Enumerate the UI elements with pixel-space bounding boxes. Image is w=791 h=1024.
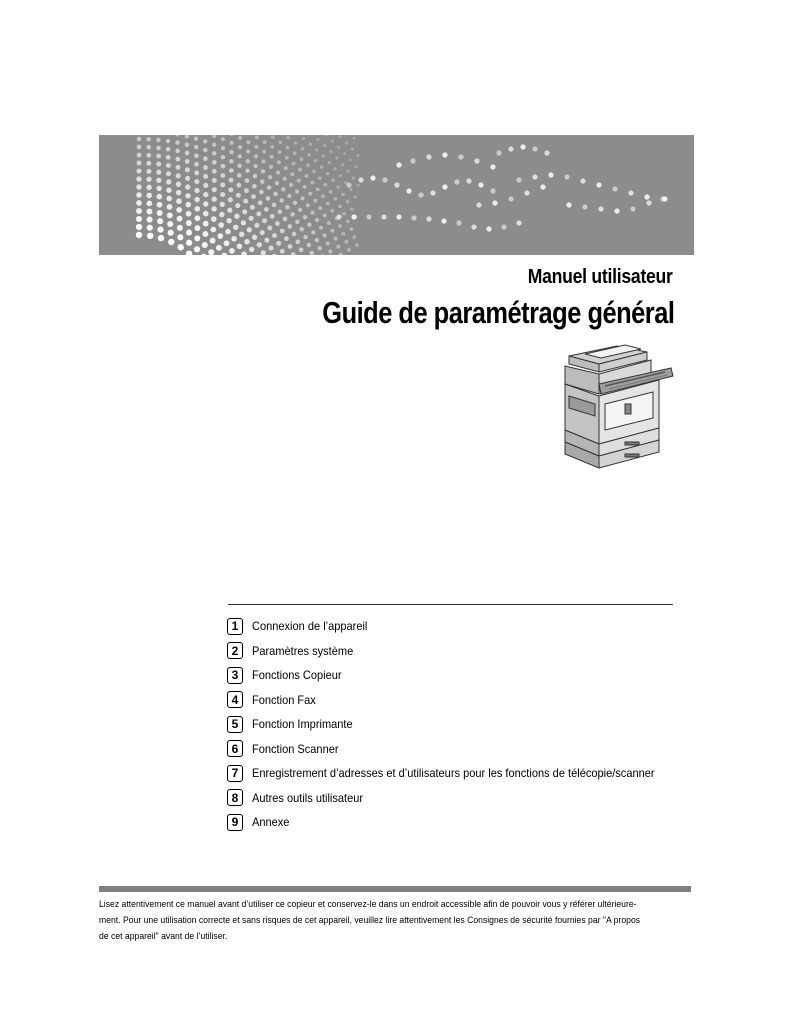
chapter-title: Paramètres système	[252, 643, 354, 658]
copier-illustration	[555, 342, 677, 470]
chapter-number: 8	[227, 789, 243, 806]
chapter-number: 6	[227, 740, 243, 757]
toc-item[interactable]	[227, 786, 690, 811]
manual-subtitle: Manuel utilisateur	[528, 266, 673, 288]
toc-item[interactable]	[227, 663, 690, 688]
footer-notice	[99, 897, 693, 945]
toc-item[interactable]	[227, 712, 690, 737]
toc-item[interactable]	[227, 639, 690, 664]
toc-divider	[228, 604, 673, 605]
chapter-number: 1	[227, 618, 243, 635]
chapter-title: Annexe	[252, 815, 290, 830]
chapter-title: Fonction Imprimante	[252, 717, 353, 732]
chapter-title: Autres outils utilisateur	[252, 790, 364, 805]
chapter-title: Fonctions Copieur	[252, 668, 342, 683]
cover-banner	[99, 135, 694, 255]
toc-item[interactable]	[227, 614, 690, 639]
footer-line: ment. Pour une utilisation correcte et sans risques de cet appareil, veuillez lire attentivement les Consignes de sécurité fournies par "A propos	[99, 915, 641, 926]
toc-item[interactable]	[227, 761, 690, 786]
chapter-number: 5	[227, 716, 243, 733]
toc-item[interactable]	[227, 737, 690, 762]
footer-line: Lisez attentivement ce manuel avant d’utiliser ce copieur et conservez-le dans un endroit accessible afin de pouvoir vous y référer ultérieure-	[99, 899, 637, 910]
chapter-title: Enregistrement d’adresses et d’utilisateurs pour les fonctions de télécopie/scanner	[252, 766, 655, 781]
footer-rule	[99, 886, 691, 892]
manual-title: Guide de paramétrage général	[321, 295, 674, 330]
chapter-title: Fonction Fax	[252, 692, 316, 707]
table-of-contents	[227, 614, 690, 835]
chapter-number: 9	[227, 814, 243, 831]
chapter-number: 4	[227, 691, 243, 708]
chapter-number: 3	[227, 667, 243, 684]
dot-pattern	[99, 135, 694, 255]
chapter-title: Connexion de l’appareil	[252, 619, 368, 634]
footer-line: de cet appareil" avant de l’utiliser.	[99, 931, 228, 942]
toc-item[interactable]	[227, 810, 690, 835]
chapter-number: 2	[227, 642, 243, 659]
chapter-number: 7	[227, 765, 243, 782]
toc-item[interactable]	[227, 688, 690, 713]
chapter-title: Fonction Scanner	[252, 741, 339, 756]
